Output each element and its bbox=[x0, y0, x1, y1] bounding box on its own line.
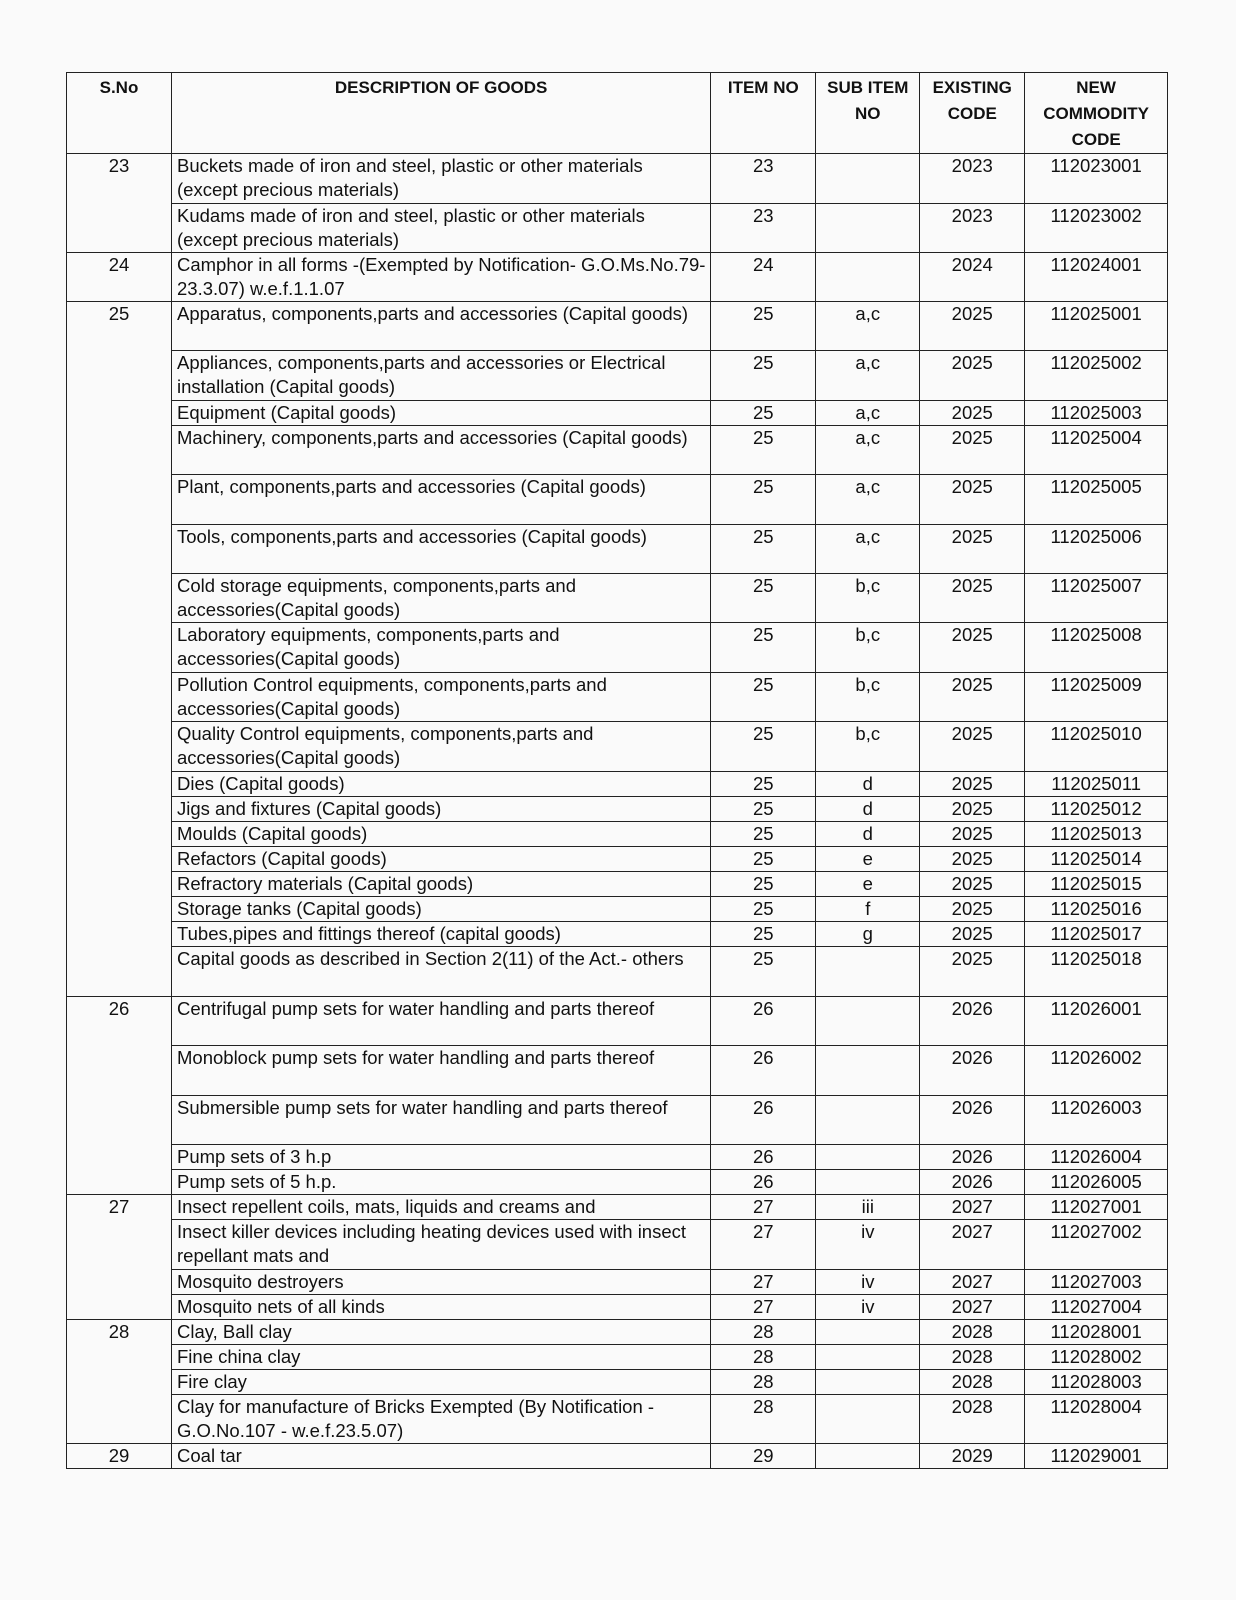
table-row bbox=[67, 204, 1168, 253]
cell-existing-code: 2025 bbox=[920, 401, 1025, 426]
cell-item-no: 25 bbox=[711, 722, 816, 772]
table-row bbox=[67, 1195, 1168, 1220]
cell-description: Laboratory equipments, components,parts and accessories(Capital goods) bbox=[172, 623, 711, 673]
table-row bbox=[67, 1345, 1168, 1370]
table-row bbox=[67, 847, 1168, 872]
cell-description: Pump sets of 3 h.p bbox=[172, 1145, 711, 1170]
cell-sub-item-no bbox=[816, 1320, 920, 1345]
cell-item-no: 25 bbox=[711, 623, 816, 673]
cell-description: Pollution Control equipments, components,parts and accessories(Capital goods) bbox=[172, 673, 711, 722]
cell-existing-code: 2025 bbox=[920, 302, 1025, 351]
cell-description: Fine china clay bbox=[172, 1345, 711, 1370]
cell-sub-item-no: iv bbox=[816, 1220, 920, 1270]
cell-sub-item-no: a,c bbox=[816, 351, 920, 401]
cell-description: Centrifugal pump sets for water handling and parts thereof bbox=[172, 997, 711, 1046]
header-sub-item-no: SUB ITEM NO bbox=[816, 73, 920, 154]
goods-table bbox=[66, 72, 1168, 1469]
cell-new-commodity-code: 112028001 bbox=[1025, 1320, 1168, 1345]
cell-new-commodity-code: 112023002 bbox=[1025, 204, 1168, 253]
cell-item-no: 25 bbox=[711, 847, 816, 872]
cell-existing-code: 2026 bbox=[920, 1096, 1025, 1145]
cell-sno: 28 bbox=[67, 1320, 172, 1444]
table-row bbox=[67, 997, 1168, 1046]
table-row bbox=[67, 253, 1168, 302]
cell-sub-item-no: a,c bbox=[816, 426, 920, 475]
cell-existing-code: 2028 bbox=[920, 1320, 1025, 1345]
cell-sub-item-no: iii bbox=[816, 1195, 920, 1220]
cell-new-commodity-code: 112029001 bbox=[1025, 1444, 1168, 1469]
cell-item-no: 26 bbox=[711, 997, 816, 1046]
cell-description: Plant, components,parts and accessories (Capital goods) bbox=[172, 475, 711, 525]
cell-sub-item-no bbox=[816, 253, 920, 302]
cell-existing-code: 2025 bbox=[920, 772, 1025, 797]
header-item-no: ITEM NO bbox=[711, 73, 816, 154]
cell-sub-item-no bbox=[816, 1046, 920, 1096]
cell-description: Mosquito destroyers bbox=[172, 1270, 711, 1295]
cell-description: Cold storage equipments, components,parts and accessories(Capital goods) bbox=[172, 574, 711, 623]
cell-item-no: 25 bbox=[711, 872, 816, 897]
table-row bbox=[67, 1295, 1168, 1320]
cell-sub-item-no bbox=[816, 1145, 920, 1170]
cell-item-no: 27 bbox=[711, 1295, 816, 1320]
table-row bbox=[67, 1320, 1168, 1345]
cell-existing-code: 2028 bbox=[920, 1370, 1025, 1395]
cell-new-commodity-code: 112027002 bbox=[1025, 1220, 1168, 1270]
cell-existing-code: 2028 bbox=[920, 1395, 1025, 1444]
cell-sub-item-no bbox=[816, 1096, 920, 1145]
cell-existing-code: 2026 bbox=[920, 1046, 1025, 1096]
cell-description: Monoblock pump sets for water handling and parts thereof bbox=[172, 1046, 711, 1096]
cell-item-no: 25 bbox=[711, 351, 816, 401]
cell-new-commodity-code: 112024001 bbox=[1025, 253, 1168, 302]
cell-item-no: 29 bbox=[711, 1444, 816, 1469]
cell-existing-code: 2025 bbox=[920, 822, 1025, 847]
header-existing-code: EXISTING CODE bbox=[920, 73, 1025, 154]
cell-new-commodity-code: 112025010 bbox=[1025, 722, 1168, 772]
cell-new-commodity-code: 112025015 bbox=[1025, 872, 1168, 897]
cell-new-commodity-code: 112027003 bbox=[1025, 1270, 1168, 1295]
cell-new-commodity-code: 112028003 bbox=[1025, 1370, 1168, 1395]
cell-new-commodity-code: 112025006 bbox=[1025, 525, 1168, 574]
cell-item-no: 25 bbox=[711, 772, 816, 797]
cell-new-commodity-code: 112026002 bbox=[1025, 1046, 1168, 1096]
table-row bbox=[67, 922, 1168, 947]
cell-existing-code: 2027 bbox=[920, 1270, 1025, 1295]
cell-description: Tubes,pipes and fittings thereof (capital goods) bbox=[172, 922, 711, 947]
cell-existing-code: 2027 bbox=[920, 1220, 1025, 1270]
cell-description: Fire clay bbox=[172, 1370, 711, 1395]
cell-existing-code: 2025 bbox=[920, 847, 1025, 872]
cell-description: Insect killer devices including heating devices used with insect repellant mats and bbox=[172, 1220, 711, 1270]
cell-sub-item-no: d bbox=[816, 822, 920, 847]
cell-sub-item-no: a,c bbox=[816, 475, 920, 525]
cell-item-no: 28 bbox=[711, 1395, 816, 1444]
cell-new-commodity-code: 112025005 bbox=[1025, 475, 1168, 525]
cell-new-commodity-code: 112025016 bbox=[1025, 897, 1168, 922]
cell-existing-code: 2025 bbox=[920, 475, 1025, 525]
cell-description: Submersible pump sets for water handling and parts thereof bbox=[172, 1096, 711, 1145]
cell-new-commodity-code: 112025017 bbox=[1025, 922, 1168, 947]
cell-sub-item-no: iv bbox=[816, 1270, 920, 1295]
table-row bbox=[67, 1370, 1168, 1395]
cell-existing-code: 2026 bbox=[920, 997, 1025, 1046]
cell-existing-code: 2025 bbox=[920, 947, 1025, 997]
table-row bbox=[67, 872, 1168, 897]
cell-existing-code: 2025 bbox=[920, 872, 1025, 897]
cell-existing-code: 2023 bbox=[920, 154, 1025, 204]
cell-existing-code: 2026 bbox=[920, 1145, 1025, 1170]
cell-existing-code: 2025 bbox=[920, 673, 1025, 722]
cell-existing-code: 2023 bbox=[920, 204, 1025, 253]
cell-item-no: 25 bbox=[711, 947, 816, 997]
cell-sno: 25 bbox=[67, 302, 172, 997]
table-body bbox=[67, 154, 1168, 1469]
cell-description: Buckets made of iron and steel, plastic or other materials (except precious materials) bbox=[172, 154, 711, 204]
cell-existing-code: 2027 bbox=[920, 1195, 1025, 1220]
cell-description: Equipment (Capital goods) bbox=[172, 401, 711, 426]
cell-item-no: 27 bbox=[711, 1220, 816, 1270]
table-row bbox=[67, 1444, 1168, 1469]
cell-item-no: 26 bbox=[711, 1145, 816, 1170]
cell-new-commodity-code: 112025004 bbox=[1025, 426, 1168, 475]
cell-new-commodity-code: 112027004 bbox=[1025, 1295, 1168, 1320]
table-row bbox=[67, 797, 1168, 822]
cell-description: Moulds (Capital goods) bbox=[172, 822, 711, 847]
cell-existing-code: 2025 bbox=[920, 525, 1025, 574]
cell-sub-item-no: d bbox=[816, 797, 920, 822]
cell-item-no: 25 bbox=[711, 922, 816, 947]
table-row bbox=[67, 525, 1168, 574]
cell-item-no: 28 bbox=[711, 1320, 816, 1345]
cell-description: Storage tanks (Capital goods) bbox=[172, 897, 711, 922]
table-row bbox=[67, 1096, 1168, 1145]
cell-existing-code: 2029 bbox=[920, 1444, 1025, 1469]
cell-description: Machinery, components,parts and accessories (Capital goods) bbox=[172, 426, 711, 475]
table-row bbox=[67, 897, 1168, 922]
cell-item-no: 25 bbox=[711, 897, 816, 922]
table-row bbox=[67, 426, 1168, 475]
cell-new-commodity-code: 112026005 bbox=[1025, 1170, 1168, 1195]
cell-new-commodity-code: 112025002 bbox=[1025, 351, 1168, 401]
cell-item-no: 25 bbox=[711, 302, 816, 351]
cell-sub-item-no: b,c bbox=[816, 722, 920, 772]
cell-description: Dies (Capital goods) bbox=[172, 772, 711, 797]
table-row bbox=[67, 574, 1168, 623]
table-row bbox=[67, 1046, 1168, 1096]
cell-description: Tools, components,parts and accessories (Capital goods) bbox=[172, 525, 711, 574]
cell-item-no: 28 bbox=[711, 1345, 816, 1370]
header-description: DESCRIPTION OF GOODS bbox=[172, 73, 711, 154]
header-new-commodity-code: NEW COMMODITY CODE bbox=[1025, 73, 1168, 154]
cell-new-commodity-code: 112025018 bbox=[1025, 947, 1168, 997]
cell-sub-item-no bbox=[816, 1370, 920, 1395]
table-row bbox=[67, 623, 1168, 673]
cell-sno: 23 bbox=[67, 154, 172, 253]
cell-new-commodity-code: 112025009 bbox=[1025, 673, 1168, 722]
cell-item-no: 25 bbox=[711, 426, 816, 475]
cell-sub-item-no bbox=[816, 1345, 920, 1370]
cell-existing-code: 2026 bbox=[920, 1170, 1025, 1195]
cell-existing-code: 2025 bbox=[920, 897, 1025, 922]
cell-sub-item-no bbox=[816, 997, 920, 1046]
cell-item-no: 24 bbox=[711, 253, 816, 302]
cell-new-commodity-code: 112026004 bbox=[1025, 1145, 1168, 1170]
cell-description: Jigs and fixtures (Capital goods) bbox=[172, 797, 711, 822]
cell-sub-item-no: d bbox=[816, 772, 920, 797]
cell-new-commodity-code: 112025013 bbox=[1025, 822, 1168, 847]
cell-item-no: 25 bbox=[711, 401, 816, 426]
cell-existing-code: 2025 bbox=[920, 426, 1025, 475]
cell-existing-code: 2028 bbox=[920, 1345, 1025, 1370]
table-row bbox=[67, 1220, 1168, 1270]
cell-sub-item-no: e bbox=[816, 847, 920, 872]
cell-sub-item-no bbox=[816, 204, 920, 253]
table-row bbox=[67, 722, 1168, 772]
cell-item-no: 25 bbox=[711, 673, 816, 722]
cell-new-commodity-code: 112025001 bbox=[1025, 302, 1168, 351]
table-row bbox=[67, 475, 1168, 525]
table-row bbox=[67, 351, 1168, 401]
cell-existing-code: 2024 bbox=[920, 253, 1025, 302]
cell-existing-code: 2025 bbox=[920, 797, 1025, 822]
cell-description: Camphor in all forms -(Exempted by Notification- G.O.Ms.No.79-23.3.07) w.e.f.1.1.07 bbox=[172, 253, 711, 302]
cell-description: Clay for manufacture of Bricks Exempted (By Notification - G.O.No.107 - w.e.f.23.5.07) bbox=[172, 1395, 711, 1444]
cell-sub-item-no: iv bbox=[816, 1295, 920, 1320]
cell-sub-item-no bbox=[816, 154, 920, 204]
cell-item-no: 27 bbox=[711, 1195, 816, 1220]
table-row bbox=[67, 154, 1168, 204]
cell-existing-code: 2027 bbox=[920, 1295, 1025, 1320]
cell-description: Mosquito nets of all kinds bbox=[172, 1295, 711, 1320]
cell-sno: 27 bbox=[67, 1195, 172, 1320]
cell-sub-item-no: a,c bbox=[816, 525, 920, 574]
cell-existing-code: 2025 bbox=[920, 722, 1025, 772]
table-row bbox=[67, 302, 1168, 351]
header-row bbox=[67, 73, 1168, 154]
cell-existing-code: 2025 bbox=[920, 623, 1025, 673]
cell-description: Clay, Ball clay bbox=[172, 1320, 711, 1345]
cell-new-commodity-code: 112025014 bbox=[1025, 847, 1168, 872]
cell-description: Pump sets of 5 h.p. bbox=[172, 1170, 711, 1195]
table-row bbox=[67, 1170, 1168, 1195]
cell-new-commodity-code: 112028002 bbox=[1025, 1345, 1168, 1370]
table-row bbox=[67, 401, 1168, 426]
cell-new-commodity-code: 112025008 bbox=[1025, 623, 1168, 673]
cell-new-commodity-code: 112026003 bbox=[1025, 1096, 1168, 1145]
cell-new-commodity-code: 112028004 bbox=[1025, 1395, 1168, 1444]
cell-sub-item-no bbox=[816, 1444, 920, 1469]
cell-sub-item-no: f bbox=[816, 897, 920, 922]
cell-description: Apparatus, components,parts and accessories (Capital goods) bbox=[172, 302, 711, 351]
cell-new-commodity-code: 112025011 bbox=[1025, 772, 1168, 797]
cell-new-commodity-code: 112026001 bbox=[1025, 997, 1168, 1046]
cell-item-no: 25 bbox=[711, 797, 816, 822]
cell-sub-item-no: b,c bbox=[816, 574, 920, 623]
cell-item-no: 25 bbox=[711, 822, 816, 847]
cell-item-no: 23 bbox=[711, 154, 816, 204]
table-row bbox=[67, 772, 1168, 797]
cell-sub-item-no bbox=[816, 1170, 920, 1195]
cell-description: Appliances, components,parts and accessories or Electrical installation (Capital goods) bbox=[172, 351, 711, 401]
cell-description: Refactors (Capital goods) bbox=[172, 847, 711, 872]
cell-item-no: 26 bbox=[711, 1096, 816, 1145]
table-row bbox=[67, 1270, 1168, 1295]
cell-sno: 26 bbox=[67, 997, 172, 1195]
cell-new-commodity-code: 112027001 bbox=[1025, 1195, 1168, 1220]
cell-sub-item-no: a,c bbox=[816, 302, 920, 351]
cell-new-commodity-code: 112025012 bbox=[1025, 797, 1168, 822]
cell-item-no: 23 bbox=[711, 204, 816, 253]
table-row bbox=[67, 673, 1168, 722]
cell-description: Capital goods as described in Section 2(11) of the Act.- others bbox=[172, 947, 711, 997]
header-sno: S.No bbox=[67, 73, 172, 154]
cell-existing-code: 2025 bbox=[920, 922, 1025, 947]
cell-sno: 29 bbox=[67, 1444, 172, 1469]
cell-sub-item-no: b,c bbox=[816, 623, 920, 673]
table-row bbox=[67, 822, 1168, 847]
cell-sub-item-no: a,c bbox=[816, 401, 920, 426]
cell-item-no: 28 bbox=[711, 1370, 816, 1395]
table-row bbox=[67, 1145, 1168, 1170]
cell-new-commodity-code: 112023001 bbox=[1025, 154, 1168, 204]
cell-item-no: 25 bbox=[711, 525, 816, 574]
cell-item-no: 27 bbox=[711, 1270, 816, 1295]
cell-sub-item-no bbox=[816, 947, 920, 997]
cell-item-no: 25 bbox=[711, 574, 816, 623]
cell-item-no: 25 bbox=[711, 475, 816, 525]
cell-existing-code: 2025 bbox=[920, 351, 1025, 401]
cell-sub-item-no: g bbox=[816, 922, 920, 947]
cell-description: Insect repellent coils, mats, liquids and creams and bbox=[172, 1195, 711, 1220]
cell-description: Quality Control equipments, components,parts and accessories(Capital goods) bbox=[172, 722, 711, 772]
cell-description: Kudams made of iron and steel, plastic or other materials (except precious materials) bbox=[172, 204, 711, 253]
table-row bbox=[67, 947, 1168, 997]
cell-sub-item-no: e bbox=[816, 872, 920, 897]
table-row bbox=[67, 1395, 1168, 1444]
cell-sub-item-no: b,c bbox=[816, 673, 920, 722]
cell-item-no: 26 bbox=[711, 1170, 816, 1195]
cell-new-commodity-code: 112025003 bbox=[1025, 401, 1168, 426]
cell-sub-item-no bbox=[816, 1395, 920, 1444]
cell-existing-code: 2025 bbox=[920, 574, 1025, 623]
cell-sno: 24 bbox=[67, 253, 172, 302]
cell-item-no: 26 bbox=[711, 1046, 816, 1096]
cell-description: Refractory materials (Capital goods) bbox=[172, 872, 711, 897]
cell-description: Coal tar bbox=[172, 1444, 711, 1469]
cell-new-commodity-code: 112025007 bbox=[1025, 574, 1168, 623]
